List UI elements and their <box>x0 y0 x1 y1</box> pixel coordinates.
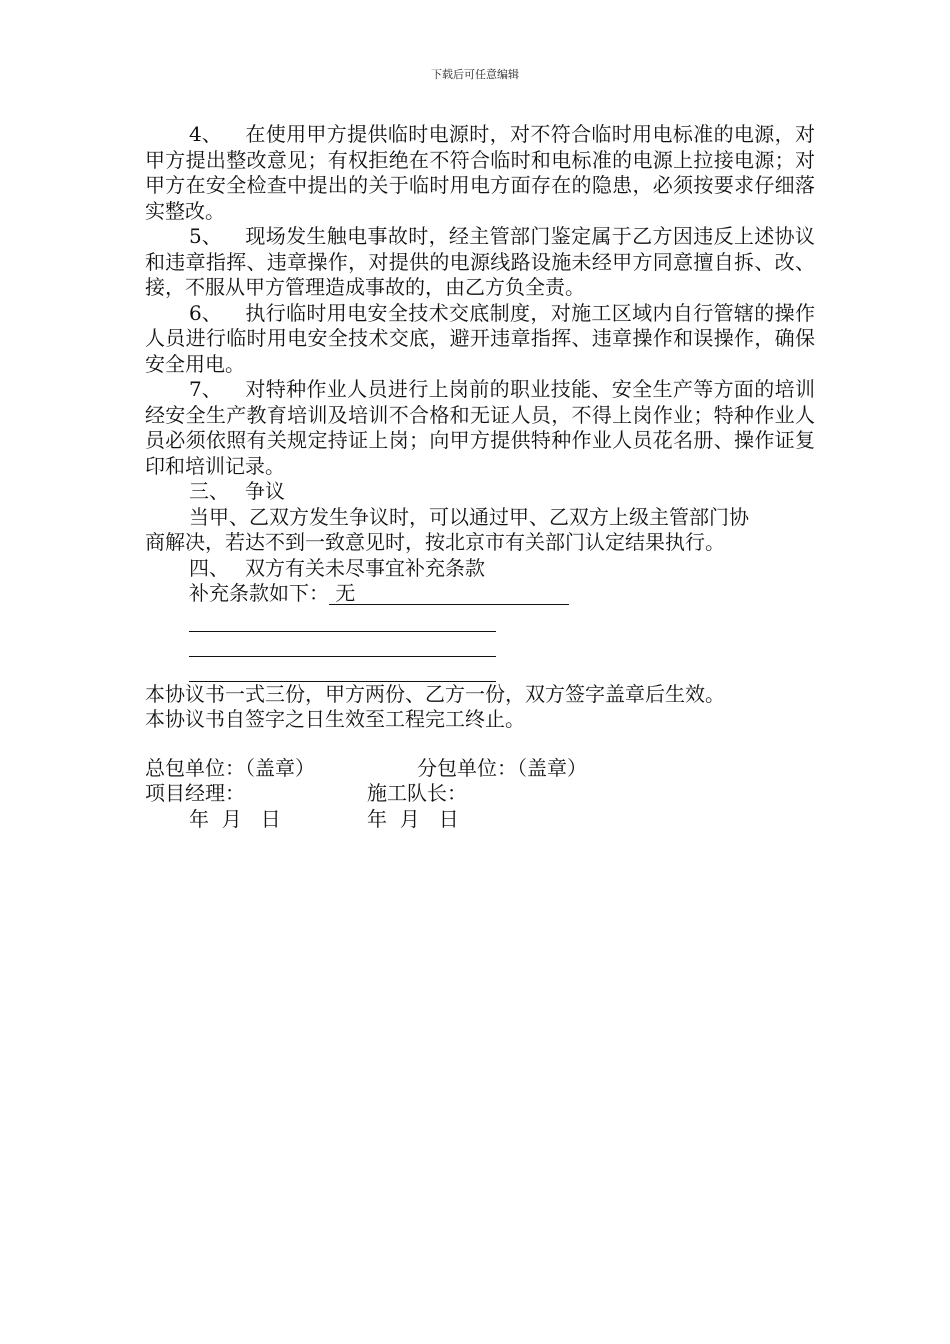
document-body <box>145 122 815 832</box>
dispute-text-line-2: 商解决，若达不到一致意见时，按北京市有关部门认定结果执行。 <box>145 530 725 554</box>
blank-line <box>189 657 496 682</box>
date-right: 年 月 日 <box>367 806 459 831</box>
clause-number: 5、 <box>189 224 222 248</box>
clause-text: 对特种作业人员进行上岗前的职业技能、安全生产等方面的培训经安全生产教育培训及培训不合格和无证人员，不得上岗作业；特种作业人员必须依照有关规定持证上岗；向甲方提供特种作业人员花名册、操作证复印和培训记录。 <box>145 377 815 478</box>
clause-5 <box>145 224 815 301</box>
project-manager-label: 项目经理： <box>145 781 245 805</box>
closing-line-2: 本协议书自签字之日生效至工程完工终止。 <box>145 707 525 731</box>
blank-line <box>189 607 496 632</box>
section-title: 争议 <box>245 479 285 503</box>
blank-line <box>189 632 496 657</box>
dispute-text-line-1: 当甲、乙双方发生争议时，可以通过甲、乙双方上级主管部门协 <box>189 504 749 529</box>
clause-text: 在使用甲方提供临时电源时，对不符合临时用电标准的电源，对甲方提出整改意见；有权拒绝在不符合临时和电标准的电源上拉接电源；对甲方在安全检查中提出的关于临时用电方面存在的隐患，必须按要求仔细落实整改。 <box>145 122 815 223</box>
date-left: 年 月 日 <box>189 806 281 831</box>
general-contractor-label: 总包单位：（盖章） <box>145 755 315 780</box>
section-number: 四、 <box>189 555 229 580</box>
supplement-row <box>145 581 815 607</box>
clause-number: 7、 <box>189 377 222 401</box>
supplement-value: 无 <box>329 582 569 605</box>
clause-7 <box>145 377 815 479</box>
section-3-heading <box>145 479 815 505</box>
signature-units-row <box>145 756 815 782</box>
page-header-note: 下载后可任意编辑 <box>431 68 519 81</box>
clause-6 <box>145 301 815 378</box>
signature-persons-row <box>145 781 815 807</box>
clause-text: 现场发生触电事故时，经主管部门鉴定属于乙方因违反上述协议和违章指挥、违章操作，对提供的电源线路设施未经甲方同意擅自拆、改、接，不服从甲方管理造成事故的，由乙方负全责。 <box>145 224 815 299</box>
closing-line-1: 本协议书一式三份，甲方两份、乙方一份，双方签字盖章后生效。 <box>145 681 725 706</box>
supplement-label: 补充条款如下： <box>189 581 329 605</box>
clause-number: 6、 <box>189 300 222 325</box>
clause-text: 执行临时用电安全技术交底制度，对施工区域内自行管辖的操作人员进行临时用电安全技术交底，避开违章指挥、违章操作和误操作，确保安全用电。 <box>145 300 815 376</box>
section-title: 双方有关未尽事宜补充条款 <box>245 555 485 580</box>
section-4-heading <box>145 556 815 582</box>
clause-4 <box>145 122 815 224</box>
subcontractor-label: 分包单位：（盖章） <box>417 755 587 780</box>
team-leader-label: 施工队长： <box>367 781 467 805</box>
signature-dates-row <box>145 807 815 833</box>
section-number: 三、 <box>189 479 229 503</box>
clause-number: 4、 <box>189 122 222 146</box>
